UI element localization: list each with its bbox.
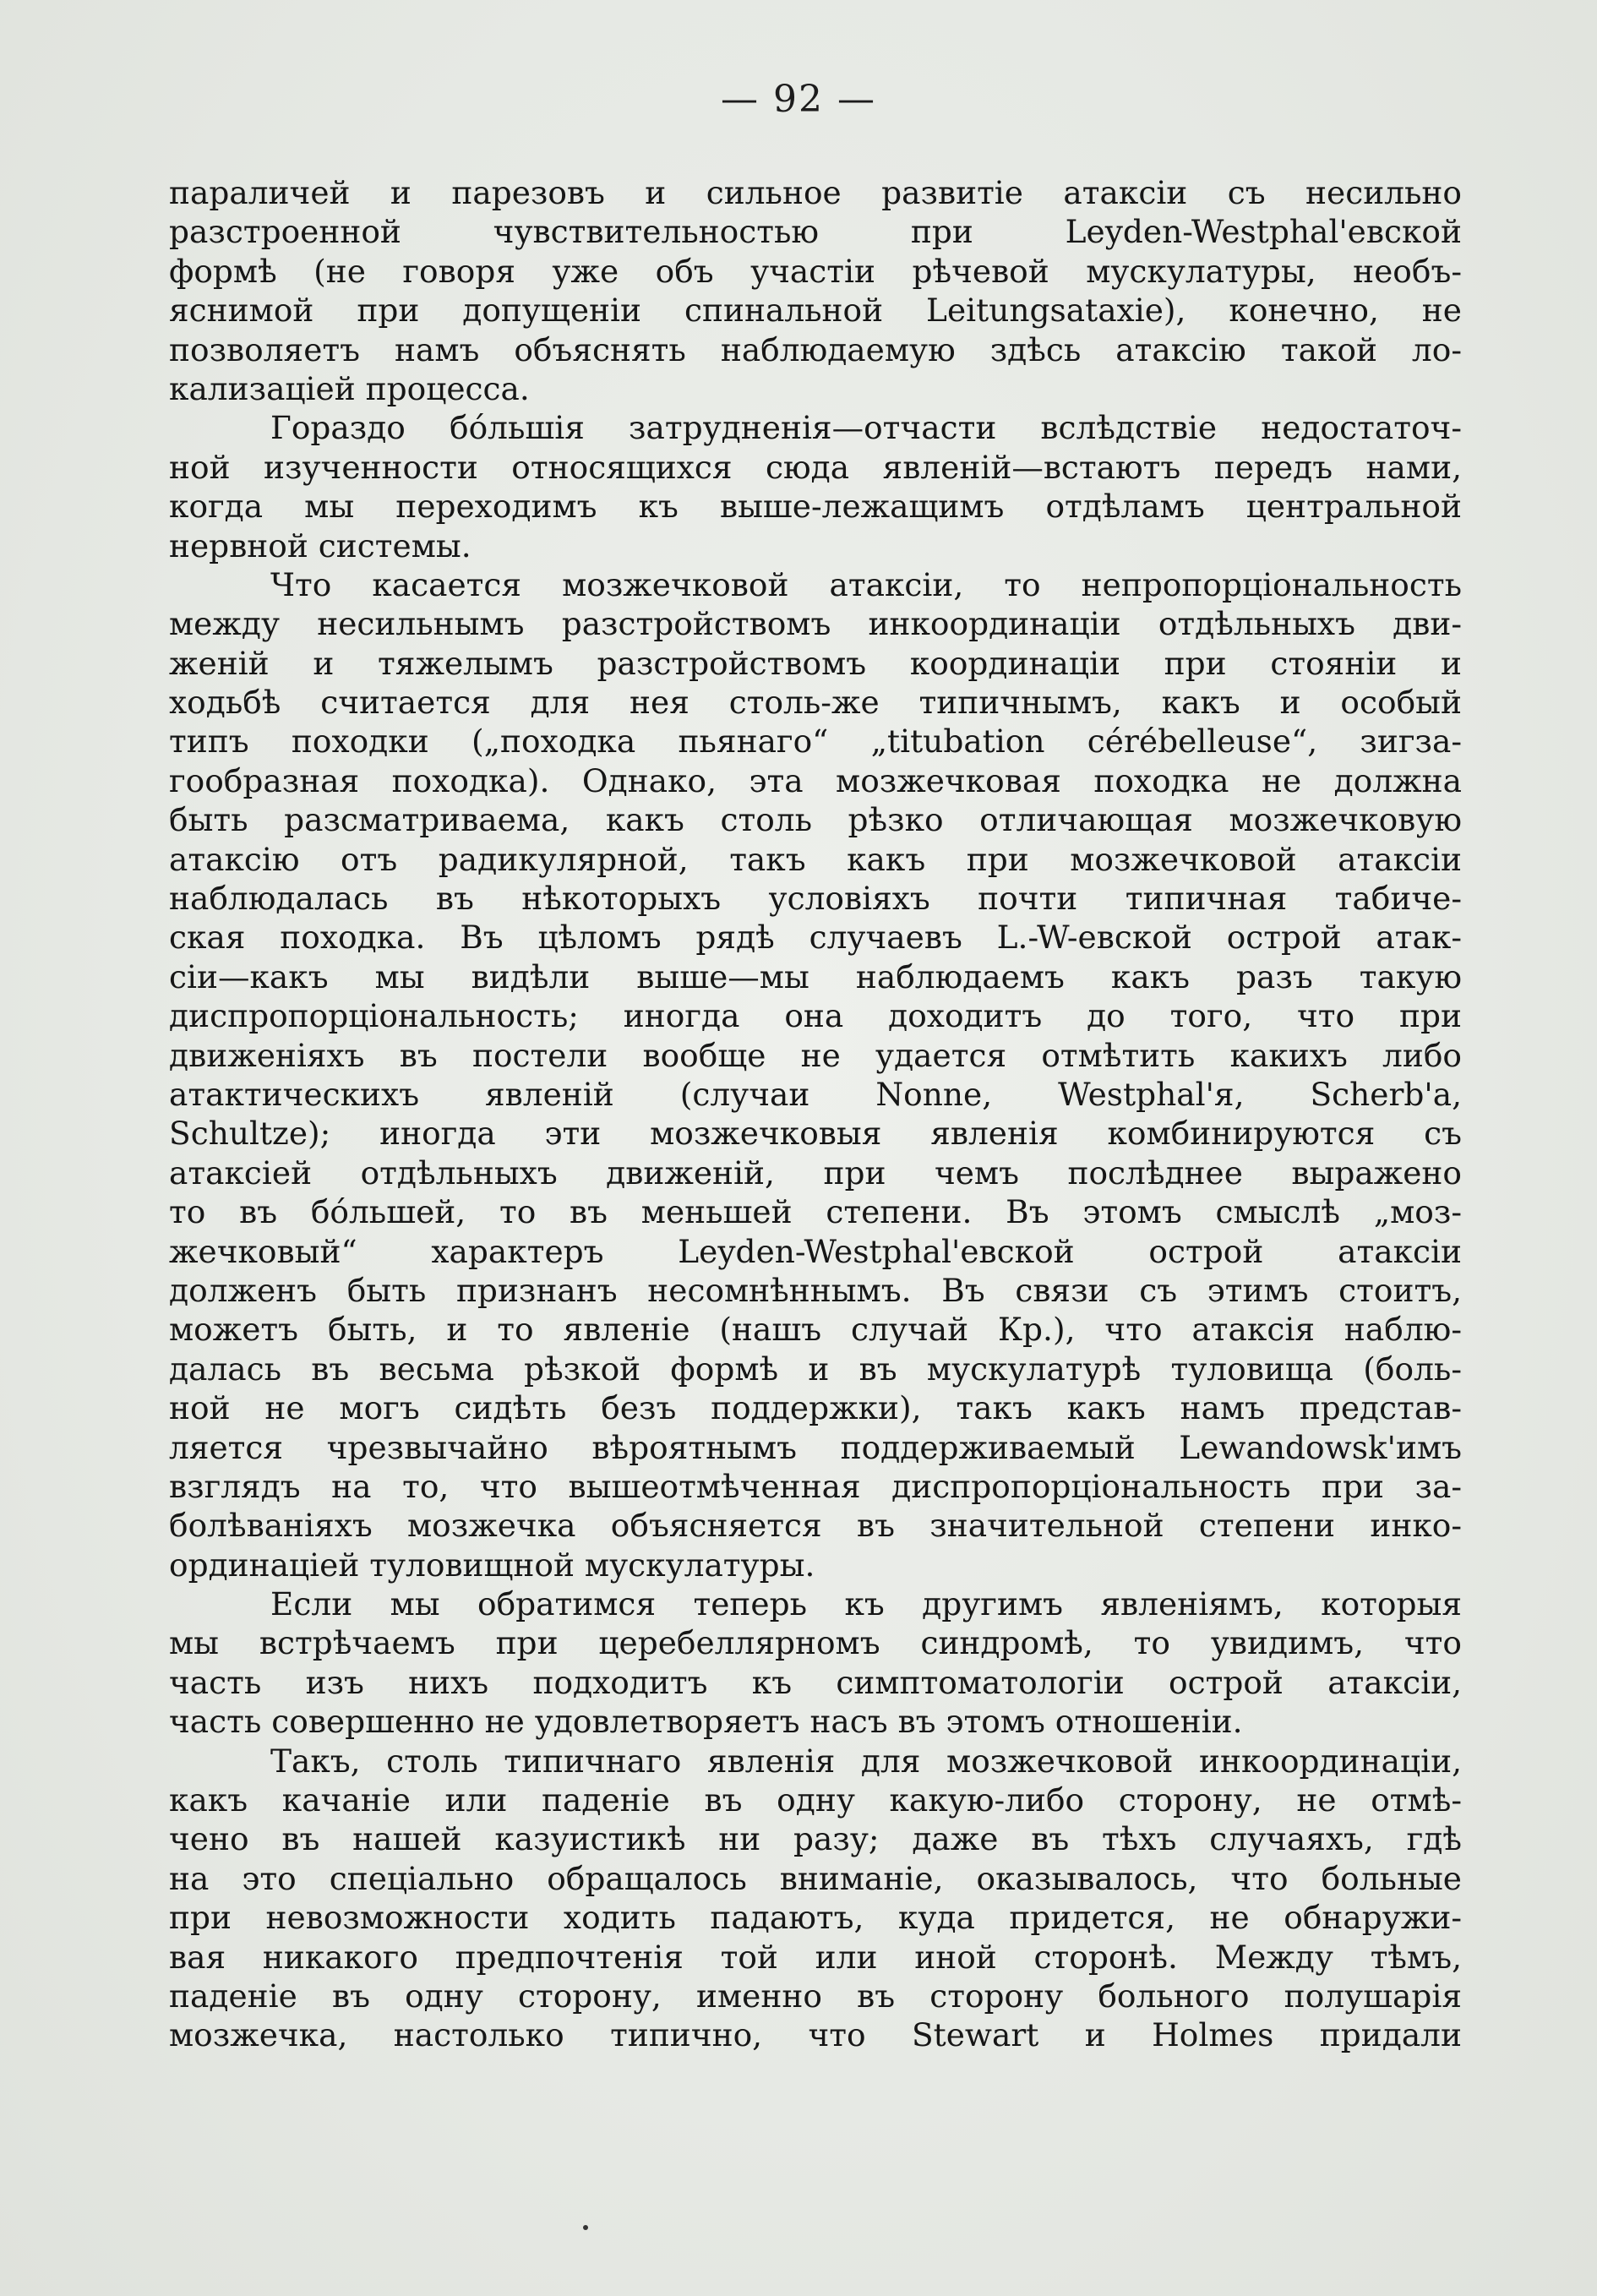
text-line: нервной системы. <box>169 526 471 564</box>
text-line: мозжечка, настолько типично, что Stewart и Holmes придали <box>169 2016 1462 2054</box>
text-line: гообразная походка). Однако, эта мозжечковая походка не должна <box>169 761 1462 799</box>
text-line: ходьбѣ считается для нея столь-же типичнымъ, какъ и особый <box>169 684 1462 722</box>
body-text <box>169 173 1462 2055</box>
text-line: разстроенной чувствительностью при Leyden-Westphal'евской <box>169 213 1462 251</box>
text-line: то въ бо́льшей, то въ меньшей степени. Въ этомъ смыслѣ „моз- <box>169 1193 1462 1231</box>
text-line: Если мы обратимся теперь къ другимъ явленіямъ, которыя <box>270 1585 1462 1623</box>
text-line: ординаціей туловищной мускулатуры. <box>169 1546 815 1584</box>
text-line: болѣваніяхъ мозжечка объясняется въ значительной степени инко- <box>169 1507 1462 1545</box>
text-line: Schultze); иногда эти мозжечковыя явленія комбинируются съ <box>169 1115 1462 1153</box>
text-line: далась въ весьма рѣзкой формѣ и въ мускулатурѣ туловища (боль- <box>169 1350 1462 1388</box>
text-line: можетъ быть, и то явленіе (нашъ случай Кр.), что атаксія наблю- <box>169 1311 1462 1349</box>
text-line: сіи—какъ мы видѣли выше—мы наблюдаемъ какъ разъ такую <box>169 957 1462 995</box>
text-line: часть совершенно не удовлетворяетъ насъ въ этомъ отношеніи. <box>169 1703 1243 1741</box>
text-line: Гораздо бо́льшія затрудненія—отчасти вслѣдствіе недостаточ- <box>270 409 1462 447</box>
text-line: когда мы переходимъ къ выше-лежащимъ отдѣламъ центральной <box>169 488 1462 526</box>
text-line: формѣ (не говоря уже объ участіи рѣчевой мускулатуры, необъ- <box>169 252 1462 290</box>
text-line: позволяетъ намъ объяснять наблюдаемую здѣсь атаксію такой ло- <box>169 330 1462 368</box>
text-line: паденіе въ одну сторону, именно въ сторону больного полушарія <box>169 1977 1462 2015</box>
text-line: мы встрѣчаемъ при церебеллярномъ синдромѣ, то увидимъ, что <box>169 1624 1462 1662</box>
print-speck <box>583 2225 588 2230</box>
text-line: атактическихъ явленій (случаи Nonne, Westphal'я, Scherb'a, <box>169 1075 1462 1113</box>
text-line: взглядъ на то, что вышеотмѣченная диспропорціональность при за- <box>169 1467 1462 1505</box>
text-line: ной изученности относящихся сюда явленій—встаютъ передъ нами, <box>169 448 1462 486</box>
text-line: женій и тяжелымъ разстройствомъ координаціи при стояніи и <box>169 644 1462 682</box>
text-line: Такъ, столь типичнаго явленія для мозжечковой инкоординаціи, <box>270 1742 1462 1780</box>
text-line: атаксію отъ радикулярной, такъ какъ при мозжечковой атаксіи <box>169 840 1462 878</box>
text-line: параличей и парезовъ и сильное развитіе атаксіи съ несильно <box>169 174 1462 211</box>
page-number: — 92 — <box>721 78 876 121</box>
text-line: типъ походки („походка пьянаго“ „titubation cérébelleuse“, зигза- <box>169 723 1462 761</box>
text-line: быть разсматриваема, какъ столь рѣзко отличающая мозжечковую <box>169 801 1462 839</box>
text-line: ляется чрезвычайно вѣроятнымъ поддерживаемый Lewandowsk'имъ <box>169 1428 1462 1466</box>
text-line: вая никакого предпочтенія той или иной сторонѣ. Между тѣмъ, <box>169 1938 1462 1976</box>
text-line: Что касается мозжечковой атаксіи, то непропорціональность <box>270 565 1462 603</box>
text-line: ной не могъ сидѣть безъ поддержки), такъ какъ намъ представ- <box>169 1389 1462 1427</box>
text-line: атаксіей отдѣльныхъ движеній, при чемъ послѣднее выражено <box>169 1153 1462 1192</box>
text-line: диспропорціональность; иногда она доходитъ до того, что при <box>169 997 1462 1035</box>
text-line: движеніяхъ въ постели вообще не удается отмѣтить какихъ либо <box>169 1036 1462 1074</box>
text-line: яснимой при допущеніи спинальной Leitungsataxie), конечно, не <box>169 292 1462 330</box>
text-line: наблюдалась въ нѣкоторыхъ условіяхъ почти типичная табиче- <box>169 880 1462 918</box>
text-line: между несильнымъ разстройствомъ инкоординаціи отдѣльныхъ дви- <box>169 605 1462 643</box>
text-line: жечковый“ характеръ Leyden-Westphal'евской острой атаксіи <box>169 1232 1462 1270</box>
text-line: долженъ быть признанъ несомнѣннымъ. Въ связи съ этимъ стоитъ, <box>169 1271 1462 1309</box>
text-line: на это спеціально обращалось вниманіе, оказывалось, что больные <box>169 1859 1462 1897</box>
text-line: какъ качаніе или паденіе въ одну какую-либо сторону, не отмѣ- <box>169 1781 1462 1819</box>
text-line: чено въ нашей казуистикѣ ни разу; даже въ тѣхъ случаяхъ, гдѣ <box>169 1820 1462 1858</box>
text-line: кализаціей процесса. <box>169 369 530 407</box>
text-line: ская походка. Въ цѣломъ рядѣ случаевъ L.-W-евской острой атак- <box>169 919 1462 957</box>
text-line: при невозможности ходить падаютъ, куда придется, не обнаружи- <box>169 1899 1462 1937</box>
text-line: часть изъ нихъ подходитъ къ симптоматологіи острой атаксіи, <box>169 1663 1462 1701</box>
